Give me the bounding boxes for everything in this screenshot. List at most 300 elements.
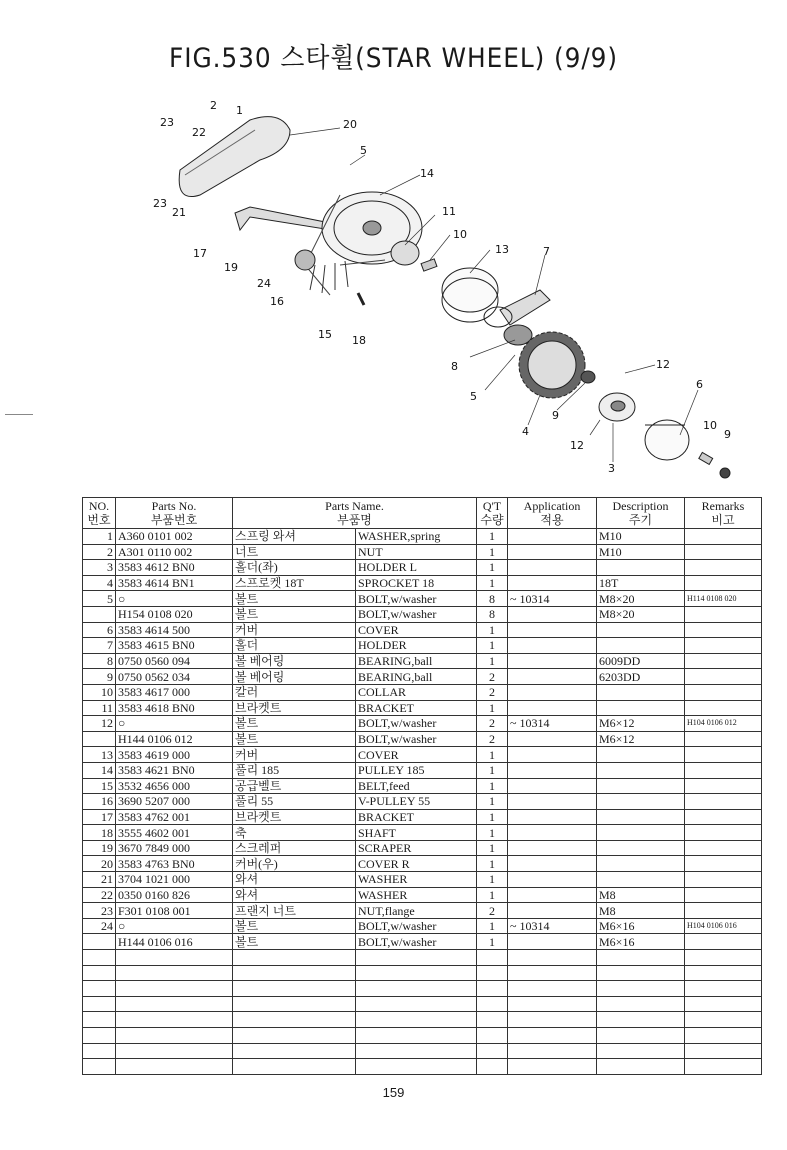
cell-qty: 2 <box>477 903 508 919</box>
cell-name-eng: NUT <box>356 544 477 560</box>
cell-qty: 1 <box>477 825 508 841</box>
cell-description: M10 <box>597 529 685 545</box>
cell-remarks <box>685 653 762 669</box>
callout-label: 10 <box>453 228 467 241</box>
cell-name-eng: SCRAPER <box>356 840 477 856</box>
cell-no: 17 <box>83 809 116 825</box>
cell-name-kor: 볼 베어링 <box>233 653 356 669</box>
cell-name-eng <box>356 1059 477 1075</box>
cell-part-no: 0750 0560 094 <box>116 653 233 669</box>
table-row <box>83 606 762 622</box>
cell-no: 14 <box>83 762 116 778</box>
cell-part-no: 3532 4656 000 <box>116 778 233 794</box>
cell-application <box>508 1012 597 1028</box>
cell-application <box>508 622 597 638</box>
cell-name-kor: 커버(우) <box>233 856 356 872</box>
cell-application <box>508 996 597 1012</box>
cell-no <box>83 1028 116 1044</box>
cell-description: 6203DD <box>597 669 685 685</box>
cell-remarks <box>685 872 762 888</box>
cell-qty <box>477 1028 508 1044</box>
cell-application <box>508 700 597 716</box>
cell-qty: 2 <box>477 669 508 685</box>
cell-description: M10 <box>597 544 685 560</box>
cell-remarks <box>685 529 762 545</box>
callout-label: 6 <box>696 378 703 391</box>
callout-label: 18 <box>352 334 366 347</box>
callout-label: 7 <box>543 245 550 258</box>
cell-name-eng: COVER <box>356 622 477 638</box>
callout-label: 24 <box>257 277 271 290</box>
cell-name-kor: 홀더(좌) <box>233 560 356 576</box>
cell-qty: 1 <box>477 840 508 856</box>
cell-description <box>597 622 685 638</box>
cell-remarks <box>685 669 762 685</box>
callout-label: 3 <box>608 462 615 475</box>
cell-no <box>83 1043 116 1059</box>
cell-part-no: ○ <box>116 716 233 732</box>
cell-name-eng <box>356 950 477 966</box>
cell-name-kor: 스프로켓 18T <box>233 575 356 591</box>
callout-label: 8 <box>451 360 458 373</box>
cell-name-eng: BOLT,w/washer <box>356 591 477 607</box>
cell-remarks <box>685 560 762 576</box>
cell-description <box>597 684 685 700</box>
cell-remarks <box>685 544 762 560</box>
cell-application <box>508 560 597 576</box>
cell-application <box>508 965 597 981</box>
cell-application <box>508 606 597 622</box>
header-qty: Q'T 수량 <box>477 498 508 529</box>
cell-qty: 1 <box>477 794 508 810</box>
callout-label: 23 <box>153 197 167 210</box>
cell-part-no: 0350 0160 826 <box>116 887 233 903</box>
cell-description: M8×20 <box>597 591 685 607</box>
cell-part-no: 3583 4621 BN0 <box>116 762 233 778</box>
callout-label: 1 <box>236 104 243 117</box>
cell-no: 20 <box>83 856 116 872</box>
cell-name-eng: BOLT,w/washer <box>356 918 477 934</box>
cell-application <box>508 544 597 560</box>
table-row <box>83 544 762 560</box>
cell-name-kor <box>233 996 356 1012</box>
table-row-blank <box>83 965 762 981</box>
cell-remarks <box>685 809 762 825</box>
cell-qty: 1 <box>477 762 508 778</box>
cell-no: 6 <box>83 622 116 638</box>
cell-qty: 1 <box>477 638 508 654</box>
callout-label: 21 <box>172 206 186 219</box>
callout-label: 5 <box>360 144 367 157</box>
table-row <box>83 669 762 685</box>
cell-name-kor <box>233 981 356 997</box>
cell-application: ~ 10314 <box>508 591 597 607</box>
cell-no: 9 <box>83 669 116 685</box>
cell-qty: 2 <box>477 731 508 747</box>
cell-no: 23 <box>83 903 116 919</box>
cell-application <box>508 1028 597 1044</box>
cell-application <box>508 856 597 872</box>
table-row <box>83 840 762 856</box>
cell-description <box>597 872 685 888</box>
callout-label: 16 <box>270 295 284 308</box>
holder-part <box>500 290 550 325</box>
table-row <box>83 591 762 607</box>
cell-qty: 1 <box>477 700 508 716</box>
cell-name-kor: 스크레퍼 <box>233 840 356 856</box>
cell-no <box>83 606 116 622</box>
cell-name-kor: 커버 <box>233 747 356 763</box>
cell-part-no: F301 0108 001 <box>116 903 233 919</box>
cell-qty: 2 <box>477 684 508 700</box>
cell-no: 8 <box>83 653 116 669</box>
cell-application <box>508 529 597 545</box>
cell-no <box>83 1012 116 1028</box>
cell-qty: 1 <box>477 747 508 763</box>
callout-label: 12 <box>570 439 584 452</box>
cell-remarks <box>685 762 762 778</box>
cell-remarks <box>685 950 762 966</box>
cell-name-kor <box>233 950 356 966</box>
cell-description <box>597 560 685 576</box>
cell-no: 13 <box>83 747 116 763</box>
cell-no: 15 <box>83 778 116 794</box>
cell-application <box>508 809 597 825</box>
cell-description <box>597 638 685 654</box>
cell-description <box>597 700 685 716</box>
cell-part-no <box>116 981 233 997</box>
cell-application <box>508 981 597 997</box>
cell-no <box>83 950 116 966</box>
cell-qty: 1 <box>477 622 508 638</box>
cell-qty: 1 <box>477 856 508 872</box>
v-pulley-part <box>295 250 315 270</box>
cell-name-kor: 와셔 <box>233 872 356 888</box>
cell-no: 4 <box>83 575 116 591</box>
cell-application <box>508 934 597 950</box>
cell-remarks <box>685 622 762 638</box>
cell-name-eng: V-PULLEY 55 <box>356 794 477 810</box>
cell-name-eng: BRACKET <box>356 700 477 716</box>
header-parts-no: Parts No. 부품번호 <box>116 498 233 529</box>
cell-no <box>83 731 116 747</box>
cell-application <box>508 903 597 919</box>
table-row <box>83 638 762 654</box>
cell-no: 7 <box>83 638 116 654</box>
cell-part-no: 3555 4602 001 <box>116 825 233 841</box>
cell-remarks: H104 0106 016 <box>685 918 762 934</box>
cell-name-kor <box>233 1043 356 1059</box>
cell-name-kor: 프랜지 너트 <box>233 903 356 919</box>
cell-qty: 1 <box>477 544 508 560</box>
cell-qty: 1 <box>477 934 508 950</box>
cell-no: 12 <box>83 716 116 732</box>
cell-remarks <box>685 996 762 1012</box>
cell-part-no: 3583 4618 BN0 <box>116 700 233 716</box>
cell-name-kor: 브라켓트 <box>233 809 356 825</box>
cell-name-kor: 풀리 55 <box>233 794 356 810</box>
cell-name-eng: BEARING,ball <box>356 669 477 685</box>
cell-part-no: 3583 4615 BN0 <box>116 638 233 654</box>
cell-qty: 2 <box>477 716 508 732</box>
cell-description: M6×12 <box>597 716 685 732</box>
table-row <box>83 903 762 919</box>
table-row <box>83 622 762 638</box>
table-row <box>83 794 762 810</box>
cell-name-eng: HOLDER L <box>356 560 477 576</box>
table-row <box>83 731 762 747</box>
cell-application <box>508 794 597 810</box>
cell-remarks <box>685 825 762 841</box>
cell-part-no: A360 0101 002 <box>116 529 233 545</box>
cell-description: M6×12 <box>597 731 685 747</box>
cell-name-eng <box>356 965 477 981</box>
cell-no: 5 <box>83 591 116 607</box>
cell-remarks <box>685 856 762 872</box>
cell-remarks <box>685 700 762 716</box>
cell-part-no: ○ <box>116 591 233 607</box>
cell-application: ~ 10314 <box>508 918 597 934</box>
cell-description <box>597 965 685 981</box>
cell-name-eng: SHAFT <box>356 825 477 841</box>
cell-no: 16 <box>83 794 116 810</box>
table-row-blank <box>83 1012 762 1028</box>
cell-part-no <box>116 1012 233 1028</box>
cell-application <box>508 684 597 700</box>
cell-qty <box>477 981 508 997</box>
cell-description <box>597 856 685 872</box>
cell-part-no: 3583 4763 BN0 <box>116 856 233 872</box>
cell-remarks <box>685 794 762 810</box>
cell-application <box>508 747 597 763</box>
cell-name-eng: COVER R <box>356 856 477 872</box>
parts-table-body <box>83 529 762 1075</box>
cell-remarks <box>685 1012 762 1028</box>
cell-remarks: H104 0106 012 <box>685 716 762 732</box>
cell-remarks <box>685 606 762 622</box>
cell-qty: 1 <box>477 529 508 545</box>
header-no: NO. 번호 <box>83 498 116 529</box>
cell-qty <box>477 1012 508 1028</box>
table-row <box>83 716 762 732</box>
cell-qty: 1 <box>477 872 508 888</box>
cell-part-no <box>116 965 233 981</box>
cell-application <box>508 887 597 903</box>
cell-application: ~ 10314 <box>508 716 597 732</box>
cell-description <box>597 794 685 810</box>
cover-13-part <box>442 268 498 312</box>
cell-no: 1 <box>83 529 116 545</box>
cell-no: 22 <box>83 887 116 903</box>
table-row-blank <box>83 1028 762 1044</box>
cell-no: 10 <box>83 684 116 700</box>
cover-6-part <box>645 420 689 460</box>
table-row <box>83 918 762 934</box>
cell-description <box>597 778 685 794</box>
cell-qty: 8 <box>477 606 508 622</box>
cell-description: M8 <box>597 903 685 919</box>
callout-label: 2 <box>210 99 217 112</box>
cell-qty: 8 <box>477 591 508 607</box>
cell-name-kor: 브라켓트 <box>233 700 356 716</box>
cell-name-eng: NUT,flange <box>356 903 477 919</box>
cell-remarks <box>685 684 762 700</box>
cell-name-kor: 볼트 <box>233 934 356 950</box>
cell-application <box>508 825 597 841</box>
cell-no: 18 <box>83 825 116 841</box>
cell-part-no: 3670 7849 000 <box>116 840 233 856</box>
callout-label: 19 <box>224 261 238 274</box>
cell-description <box>597 950 685 966</box>
cell-part-no: 3583 4614 500 <box>116 622 233 638</box>
cell-name-kor <box>233 965 356 981</box>
cell-name-eng: BRACKET <box>356 809 477 825</box>
cell-name-eng <box>356 1028 477 1044</box>
cell-no: 24 <box>83 918 116 934</box>
cell-qty <box>477 1043 508 1059</box>
table-header-row <box>83 498 762 529</box>
cell-remarks <box>685 840 762 856</box>
cell-name-kor: 볼트 <box>233 918 356 934</box>
cell-name-kor <box>233 1059 356 1075</box>
cell-qty: 1 <box>477 575 508 591</box>
callout-label: 20 <box>343 118 357 131</box>
cell-name-eng: BOLT,w/washer <box>356 934 477 950</box>
table-row-blank <box>83 1043 762 1059</box>
callout-label: 9 <box>724 428 731 441</box>
cell-remarks <box>685 575 762 591</box>
cell-description <box>597 1012 685 1028</box>
cell-name-kor: 볼트 <box>233 716 356 732</box>
cell-name-kor: 칼러 <box>233 684 356 700</box>
cell-description: M8×20 <box>597 606 685 622</box>
cell-application <box>508 731 597 747</box>
parts-table <box>82 497 762 1075</box>
cell-application <box>508 762 597 778</box>
cell-application <box>508 1059 597 1075</box>
table-row <box>83 872 762 888</box>
table-row <box>83 887 762 903</box>
cell-qty <box>477 1059 508 1075</box>
cell-remarks <box>685 934 762 950</box>
cell-description: M6×16 <box>597 918 685 934</box>
cell-remarks <box>685 638 762 654</box>
cell-part-no: 0750 0562 034 <box>116 669 233 685</box>
cell-no <box>83 934 116 950</box>
callout-label: 13 <box>495 243 509 256</box>
cell-description <box>597 747 685 763</box>
cell-name-kor: 볼트 <box>233 731 356 747</box>
cell-name-kor: 공급벨트 <box>233 778 356 794</box>
cell-qty: 1 <box>477 778 508 794</box>
cell-name-eng: BOLT,w/washer <box>356 606 477 622</box>
cell-name-eng <box>356 996 477 1012</box>
cell-remarks <box>685 1043 762 1059</box>
header-remarks: Remarks 비고 <box>685 498 762 529</box>
table-row-blank <box>83 996 762 1012</box>
cell-name-eng: COVER <box>356 747 477 763</box>
cell-description <box>597 825 685 841</box>
cell-name-kor <box>233 1012 356 1028</box>
cell-qty: 1 <box>477 809 508 825</box>
table-row <box>83 575 762 591</box>
cell-no <box>83 1059 116 1075</box>
callout-label: 9 <box>552 409 559 422</box>
page-number: 159 <box>382 1085 405 1100</box>
cell-name-kor: 풀리 185 <box>233 762 356 778</box>
cell-description: 18T <box>597 575 685 591</box>
cell-description: M6×16 <box>597 934 685 950</box>
cell-name-kor: 볼트 <box>233 606 356 622</box>
cell-name-kor: 홀더 <box>233 638 356 654</box>
table-row <box>83 700 762 716</box>
cell-name-kor: 볼트 <box>233 591 356 607</box>
cell-application <box>508 840 597 856</box>
header-description: Description 주기 <box>597 498 685 529</box>
cell-part-no: 3583 4617 000 <box>116 684 233 700</box>
cell-name-eng: BOLT,w/washer <box>356 731 477 747</box>
cell-name-eng <box>356 1012 477 1028</box>
cell-description: 6009DD <box>597 653 685 669</box>
cell-qty: 1 <box>477 887 508 903</box>
callout-label: 10 <box>703 419 717 432</box>
callout-label: 12 <box>656 358 670 371</box>
cell-name-eng: WASHER,spring <box>356 529 477 545</box>
cell-remarks <box>685 981 762 997</box>
table-row <box>83 747 762 763</box>
cell-application <box>508 872 597 888</box>
cell-part-no: 3583 4612 BN0 <box>116 560 233 576</box>
cell-name-eng: BEARING,ball <box>356 653 477 669</box>
cell-qty <box>477 965 508 981</box>
cell-no: 21 <box>83 872 116 888</box>
cell-part-no: 3690 5207 000 <box>116 794 233 810</box>
cell-remarks <box>685 1028 762 1044</box>
cell-name-kor: 볼 베어링 <box>233 669 356 685</box>
bracket-part <box>235 207 330 230</box>
table-row <box>83 529 762 545</box>
cell-part-no <box>116 1028 233 1044</box>
cell-application <box>508 950 597 966</box>
cell-no <box>83 981 116 997</box>
cell-description: M8 <box>597 887 685 903</box>
callout-label: 14 <box>420 167 434 180</box>
cell-part-no: A301 0110 002 <box>116 544 233 560</box>
cell-remarks <box>685 778 762 794</box>
cell-description <box>597 1059 685 1075</box>
cell-name-eng: BOLT,w/washer <box>356 716 477 732</box>
table-row-blank <box>83 1059 762 1075</box>
cell-application <box>508 638 597 654</box>
table-row <box>83 653 762 669</box>
cell-name-eng: BELT,feed <box>356 778 477 794</box>
cell-name-eng: COLLAR <box>356 684 477 700</box>
cell-name-eng: PULLEY 185 <box>356 762 477 778</box>
cell-no: 19 <box>83 840 116 856</box>
callout-label: 22 <box>192 126 206 139</box>
cell-remarks <box>685 887 762 903</box>
table-row <box>83 560 762 576</box>
table-row <box>83 934 762 950</box>
table-row-blank <box>83 981 762 997</box>
cell-qty: 1 <box>477 653 508 669</box>
cell-description <box>597 762 685 778</box>
callout-label: 15 <box>318 328 332 341</box>
header-parts-name: Parts Name. 부품명 <box>233 498 477 529</box>
cell-name-kor <box>233 1028 356 1044</box>
table-row-blank <box>83 950 762 966</box>
cell-qty: 1 <box>477 918 508 934</box>
